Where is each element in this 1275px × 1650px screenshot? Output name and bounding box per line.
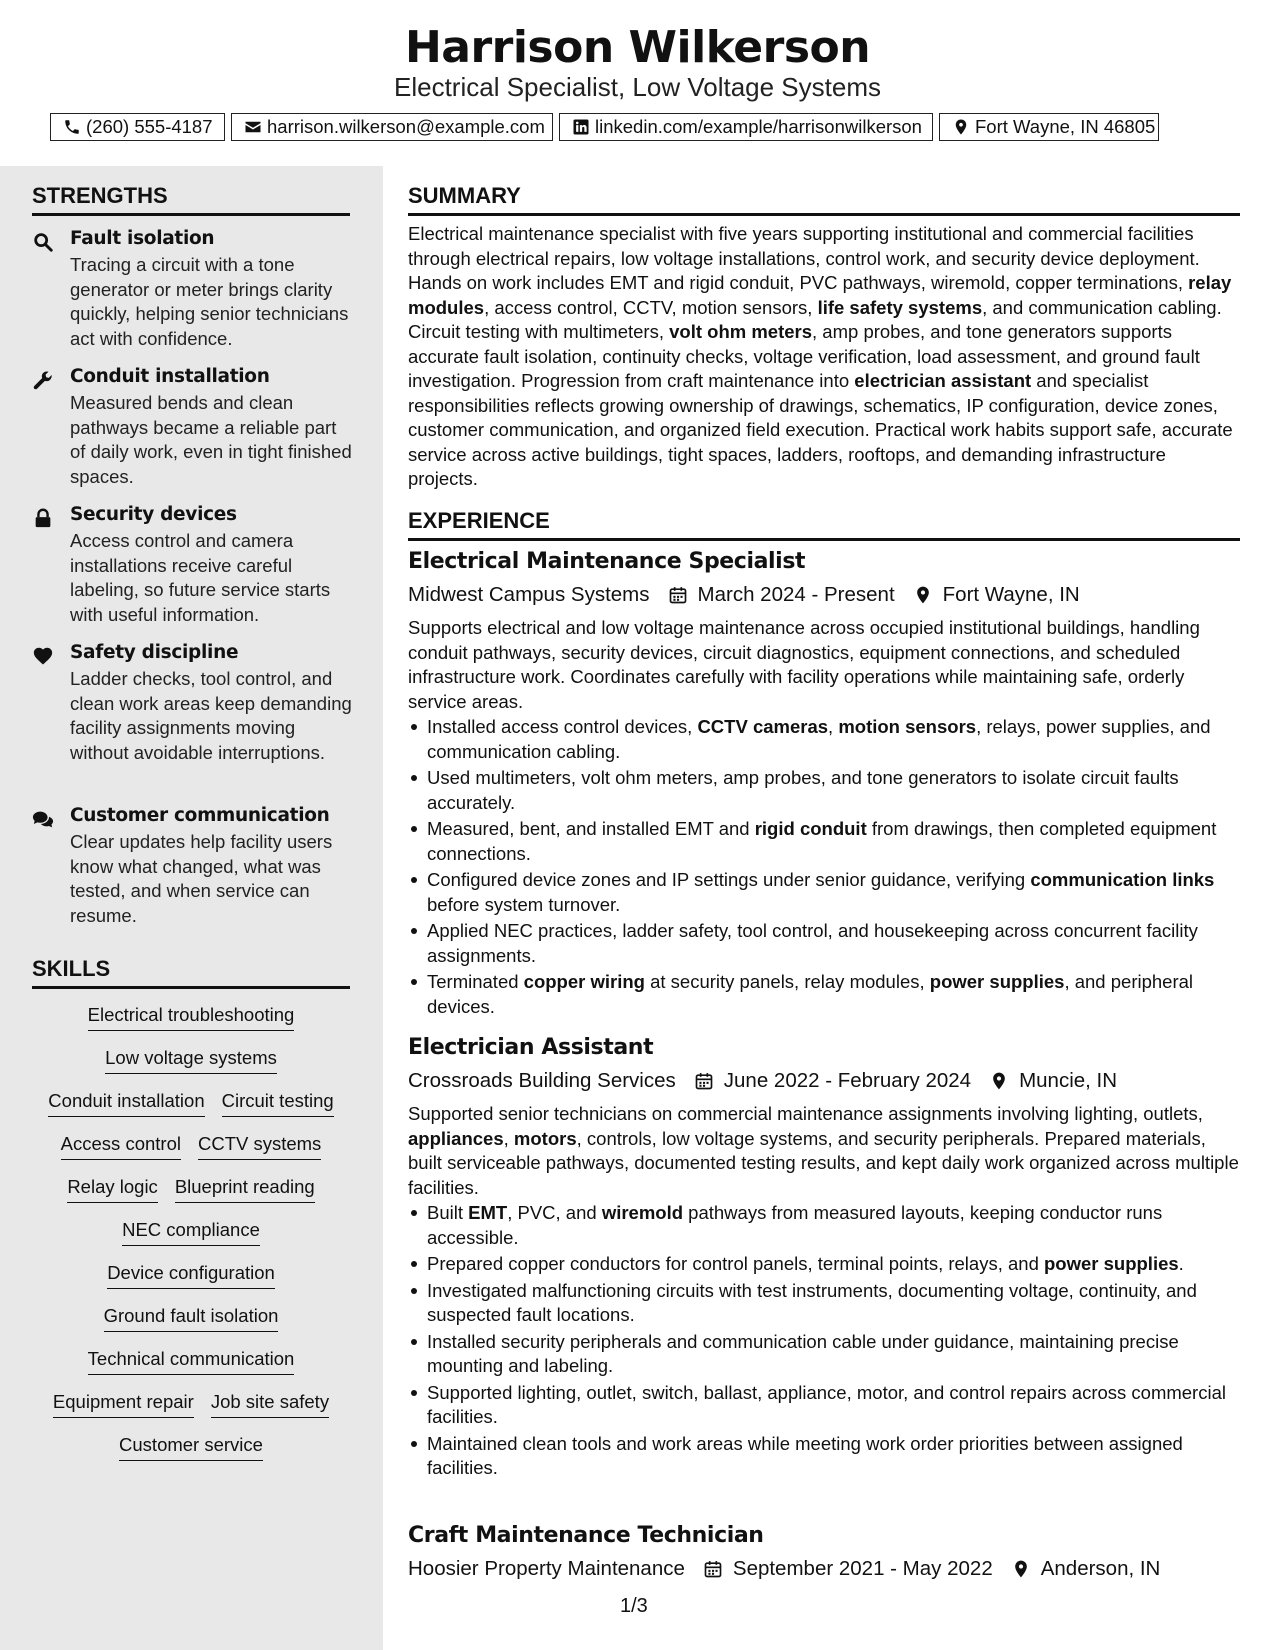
text-segment: , and communication cabling. Circuit testing with multimeters, bbox=[408, 296, 1222, 342]
strength-title: Customer communication bbox=[70, 805, 330, 826]
job-company: Crossroads Building Services bbox=[408, 1069, 676, 1092]
candidate-title: Electrical Specialist, Low Voltage Systems bbox=[394, 72, 881, 102]
bullet-item bbox=[408, 919, 1240, 968]
summary-heading: SUMMARY bbox=[408, 183, 1240, 216]
contact-linkedin[interactable] bbox=[559, 113, 933, 141]
skill-tag: Circuit testing bbox=[222, 1090, 334, 1117]
strength-title: Fault isolation bbox=[70, 228, 215, 249]
page-number: 1/3 bbox=[620, 1595, 648, 1617]
skill-tag: Customer service bbox=[119, 1434, 263, 1461]
job-company: Midwest Campus Systems bbox=[408, 583, 650, 606]
text-segment: Maintained clean tools and work areas while meeting work order priorities between assigned facilities. bbox=[427, 1432, 1183, 1478]
linkedin-text: linkedin.com/example/harrisonwilkerson bbox=[595, 116, 922, 137]
job-dates: March 2024 - Present bbox=[697, 583, 895, 606]
skill-tag: Conduit installation bbox=[48, 1090, 204, 1117]
phone-icon bbox=[63, 118, 81, 136]
map-pin-icon bbox=[913, 585, 933, 605]
strength-title: Security devices bbox=[70, 504, 237, 525]
bold-text: EMT bbox=[468, 1202, 508, 1223]
job-meta bbox=[408, 1069, 1117, 1093]
text-segment: Built bbox=[427, 1202, 469, 1223]
skill-tag: Electrical troubleshooting bbox=[88, 1004, 295, 1031]
lock-icon bbox=[32, 507, 54, 529]
job-location: Muncie, IN bbox=[1019, 1069, 1118, 1092]
strength-description: Access control and camera installations receive careful labeling, so future service starts with useful information. bbox=[70, 530, 331, 625]
job-meta bbox=[408, 583, 1080, 607]
bullet-item bbox=[408, 1252, 1240, 1277]
text-segment: Investigated malfunctioning circuits with test instruments, documenting voltage, continuity, and suspected fault locations. bbox=[427, 1279, 1197, 1325]
job-description: Supports electrical and low voltage maintenance across occupied institutional buildings, handling conduit pathways, security devices, circuit diagnostics, equipment connections, and scheduled infrastructure work. Coordinates carefully with facility operations while maintaining safe, orderly service areas. bbox=[408, 617, 1200, 712]
strength-description: Measured bends and clean pathways became a reliable part of daily work, even in tight finished spaces. bbox=[70, 392, 352, 487]
bold-text: CCTV cameras bbox=[697, 716, 829, 737]
skill-tag: Ground fault isolation bbox=[104, 1305, 279, 1332]
map-pin-icon bbox=[952, 118, 970, 136]
text-segment: . bbox=[1178, 1253, 1184, 1274]
bullet-item bbox=[408, 715, 1240, 764]
strength-item bbox=[32, 805, 350, 925]
bold-text: electrician assistant bbox=[854, 370, 1032, 391]
calendar-icon bbox=[694, 1071, 714, 1091]
bullet-item bbox=[408, 1201, 1240, 1250]
text-segment: Prepared copper conductors for control panels, terminal points, relays, and bbox=[427, 1253, 1044, 1274]
job-meta bbox=[408, 1557, 1160, 1581]
job-description bbox=[408, 1102, 1240, 1200]
text-segment: Used multimeters, volt ohm meters, amp probes, and tone generators to isolate circuit faults accurately. bbox=[427, 767, 1179, 813]
skill-row bbox=[32, 1391, 350, 1418]
text-segment: Electrical maintenance specialist with five years supporting institutional and commercial facilities through electrical repairs, low voltage installations, control work, and security device deployment. Hands on work includes EMT and rigid conduit, PVC pathways, wiremold, copper terminations, bbox=[408, 223, 1200, 293]
strength-title: Conduit installation bbox=[70, 366, 270, 387]
skill-row bbox=[32, 1219, 350, 1246]
bold-text: wiremold bbox=[601, 1202, 684, 1223]
text-segment: , controls, low voltage systems, and security peripherals. Prepared materials, built serviceable pathways, documented testing results, and kept daily work organized across multiple facilities. bbox=[408, 1127, 1239, 1198]
text-segment: Installed security peripherals and communication cable under guidance, maintaining precise mounting and labeling. bbox=[427, 1330, 1179, 1376]
phone-text: (260) 555-4187 bbox=[86, 116, 213, 137]
bold-text: motors bbox=[513, 1127, 577, 1149]
bullet-item bbox=[408, 868, 1240, 917]
contact-phone[interactable] bbox=[50, 113, 225, 141]
experience-heading: EXPERIENCE bbox=[408, 508, 1240, 541]
sidebar bbox=[0, 166, 383, 1650]
bullet-item bbox=[408, 766, 1240, 815]
skill-tag: Blueprint reading bbox=[175, 1176, 315, 1203]
skill-tag: Technical communication bbox=[88, 1348, 295, 1375]
candidate-name: Harrison Wilkerson bbox=[404, 22, 871, 73]
bullet-item bbox=[408, 1279, 1240, 1328]
text-segment: , amp probes, and tone generators supports accurate fault isolation, continuity checks, voltage verification, load assessment, and ground fault investigation. Progression from craft maintenance into bbox=[408, 321, 1200, 391]
skills-heading: SKILLS bbox=[32, 956, 350, 989]
skill-tag: Low voltage systems bbox=[105, 1047, 277, 1074]
bold-text: copper wiring bbox=[523, 971, 645, 992]
job-dates: June 2022 - February 2024 bbox=[723, 1069, 972, 1092]
contact-email[interactable] bbox=[231, 113, 553, 141]
job-dates: September 2021 - May 2022 bbox=[732, 1557, 993, 1580]
skill-row bbox=[32, 1262, 350, 1289]
text-segment: Applied NEC practices, ladder safety, tool control, and housekeeping across concurrent facility assignments. bbox=[427, 920, 1198, 966]
text-segment: , bbox=[828, 716, 839, 737]
text-segment: Installed access control devices, bbox=[427, 716, 698, 737]
email-text: harrison.wilkerson@example.com bbox=[267, 116, 545, 137]
text-segment: Supported lighting, outlet, switch, ballast, appliance, motor, and control repairs across commercial facilities. bbox=[427, 1381, 1226, 1427]
text-segment: , access control, CCTV, motion sensors, bbox=[484, 296, 818, 318]
map-pin-icon bbox=[989, 1071, 1009, 1091]
strength-description: Tracing a circuit with a tone generator or meter brings clarity quickly, helping senior technicians act with confidence. bbox=[70, 254, 349, 349]
job-title: Electrician Assistant bbox=[408, 1035, 654, 1060]
bold-text: power supplies bbox=[929, 971, 1065, 992]
bullet-item bbox=[408, 817, 1240, 866]
text-segment: , bbox=[503, 1127, 514, 1149]
skill-tag: CCTV systems bbox=[198, 1133, 321, 1160]
text-segment: Measured, bent, and installed EMT and bbox=[427, 818, 755, 839]
skill-tag: Relay logic bbox=[67, 1176, 158, 1203]
text-segment: Configured device zones and IP settings under senior guidance, verifying bbox=[427, 869, 1031, 890]
calendar-icon bbox=[703, 1559, 723, 1579]
strength-item bbox=[32, 366, 350, 486]
bullet-item bbox=[408, 1432, 1240, 1481]
job-title: Electrical Maintenance Specialist bbox=[408, 549, 806, 574]
search-icon bbox=[32, 231, 54, 253]
location-text: Fort Wayne, IN 46805 bbox=[975, 116, 1156, 137]
text-segment: pathways from measured layouts, keeping conductor runs accessible. bbox=[427, 1202, 1163, 1248]
bold-text: relay modules bbox=[408, 272, 1232, 318]
text-segment: Terminated bbox=[427, 971, 524, 992]
map-pin-icon bbox=[1011, 1559, 1031, 1579]
job-location: Fort Wayne, IN bbox=[942, 583, 1080, 606]
skill-row bbox=[32, 1176, 350, 1203]
heart-icon bbox=[32, 645, 54, 667]
skill-tag: Access control bbox=[61, 1133, 181, 1160]
bullet-item bbox=[408, 1330, 1240, 1379]
text-segment: , PVC, and bbox=[507, 1202, 602, 1223]
contact-location[interactable] bbox=[939, 113, 1159, 141]
job-bullets bbox=[408, 715, 1240, 1021]
calendar-icon bbox=[668, 585, 688, 605]
bullet-item bbox=[408, 970, 1240, 1019]
text-segment: from drawings, then completed equipment connections. bbox=[427, 818, 1217, 864]
text-segment: at security panels, relay modules, bbox=[644, 971, 930, 992]
bullet-item bbox=[408, 1381, 1240, 1430]
skill-row bbox=[32, 1434, 350, 1461]
bold-text: power supplies bbox=[1044, 1253, 1179, 1274]
job-bullets bbox=[408, 1201, 1240, 1483]
text-segment: before system turnover. bbox=[427, 893, 621, 915]
job-title: Craft Maintenance Technician bbox=[408, 1523, 764, 1548]
skill-tag: NEC compliance bbox=[122, 1219, 260, 1246]
text-segment: Supported senior technicians on commercial maintenance assignments involving lighting, outlets, bbox=[408, 1103, 1203, 1124]
strength-description: Clear updates help facility users know what changed, what was tested, and when service can resume. bbox=[70, 831, 333, 926]
text-segment: , and peripheral devices. bbox=[427, 971, 1194, 1017]
wrench-icon bbox=[32, 369, 54, 391]
linkedin-icon bbox=[572, 118, 590, 136]
skill-row bbox=[32, 1090, 350, 1117]
summary-text bbox=[408, 222, 1240, 492]
skill-tag: Job site safety bbox=[211, 1391, 329, 1418]
job-location: Anderson, IN bbox=[1040, 1557, 1161, 1580]
resume-header bbox=[0, 0, 1275, 166]
bold-text: communication links bbox=[1030, 869, 1215, 890]
skill-row bbox=[32, 1133, 350, 1160]
envelope-icon bbox=[244, 118, 262, 136]
skill-row bbox=[32, 1047, 350, 1074]
strength-item bbox=[32, 642, 350, 787]
skill-tag: Equipment repair bbox=[53, 1391, 194, 1418]
bold-text: volt ohm meters bbox=[669, 321, 813, 342]
bold-text: appliances bbox=[408, 1127, 504, 1149]
strength-description: Ladder checks, tool control, and clean work areas keep demanding facility assignments moving without avoidable interruptions. bbox=[70, 668, 352, 763]
text-segment: , relays, power supplies, and communication cabling. bbox=[427, 716, 1211, 762]
bold-text: rigid conduit bbox=[754, 818, 867, 839]
bold-text: life safety systems bbox=[817, 296, 983, 318]
bold-text: motion sensors bbox=[838, 716, 977, 737]
job-company: Hoosier Property Maintenance bbox=[408, 1557, 685, 1580]
strength-title: Safety discipline bbox=[70, 642, 239, 663]
comments-icon bbox=[32, 808, 54, 830]
skill-tag: Device configuration bbox=[107, 1262, 275, 1289]
text-segment: and specialist responsibilities reflects growing ownership of drawings, schematics, IP configuration, device zones, customer communication, and organized field execution. Practical work habits support safe, accurate service across active buildings, tight spaces, ladders, rooftops, and demanding infrastructure projects. bbox=[408, 370, 1233, 489]
strengths-heading: STRENGTHS bbox=[32, 183, 350, 216]
skill-row bbox=[32, 1305, 350, 1332]
skill-row bbox=[32, 1004, 350, 1031]
strength-item bbox=[32, 504, 350, 624]
skill-row bbox=[32, 1348, 350, 1375]
strength-item bbox=[32, 228, 350, 348]
